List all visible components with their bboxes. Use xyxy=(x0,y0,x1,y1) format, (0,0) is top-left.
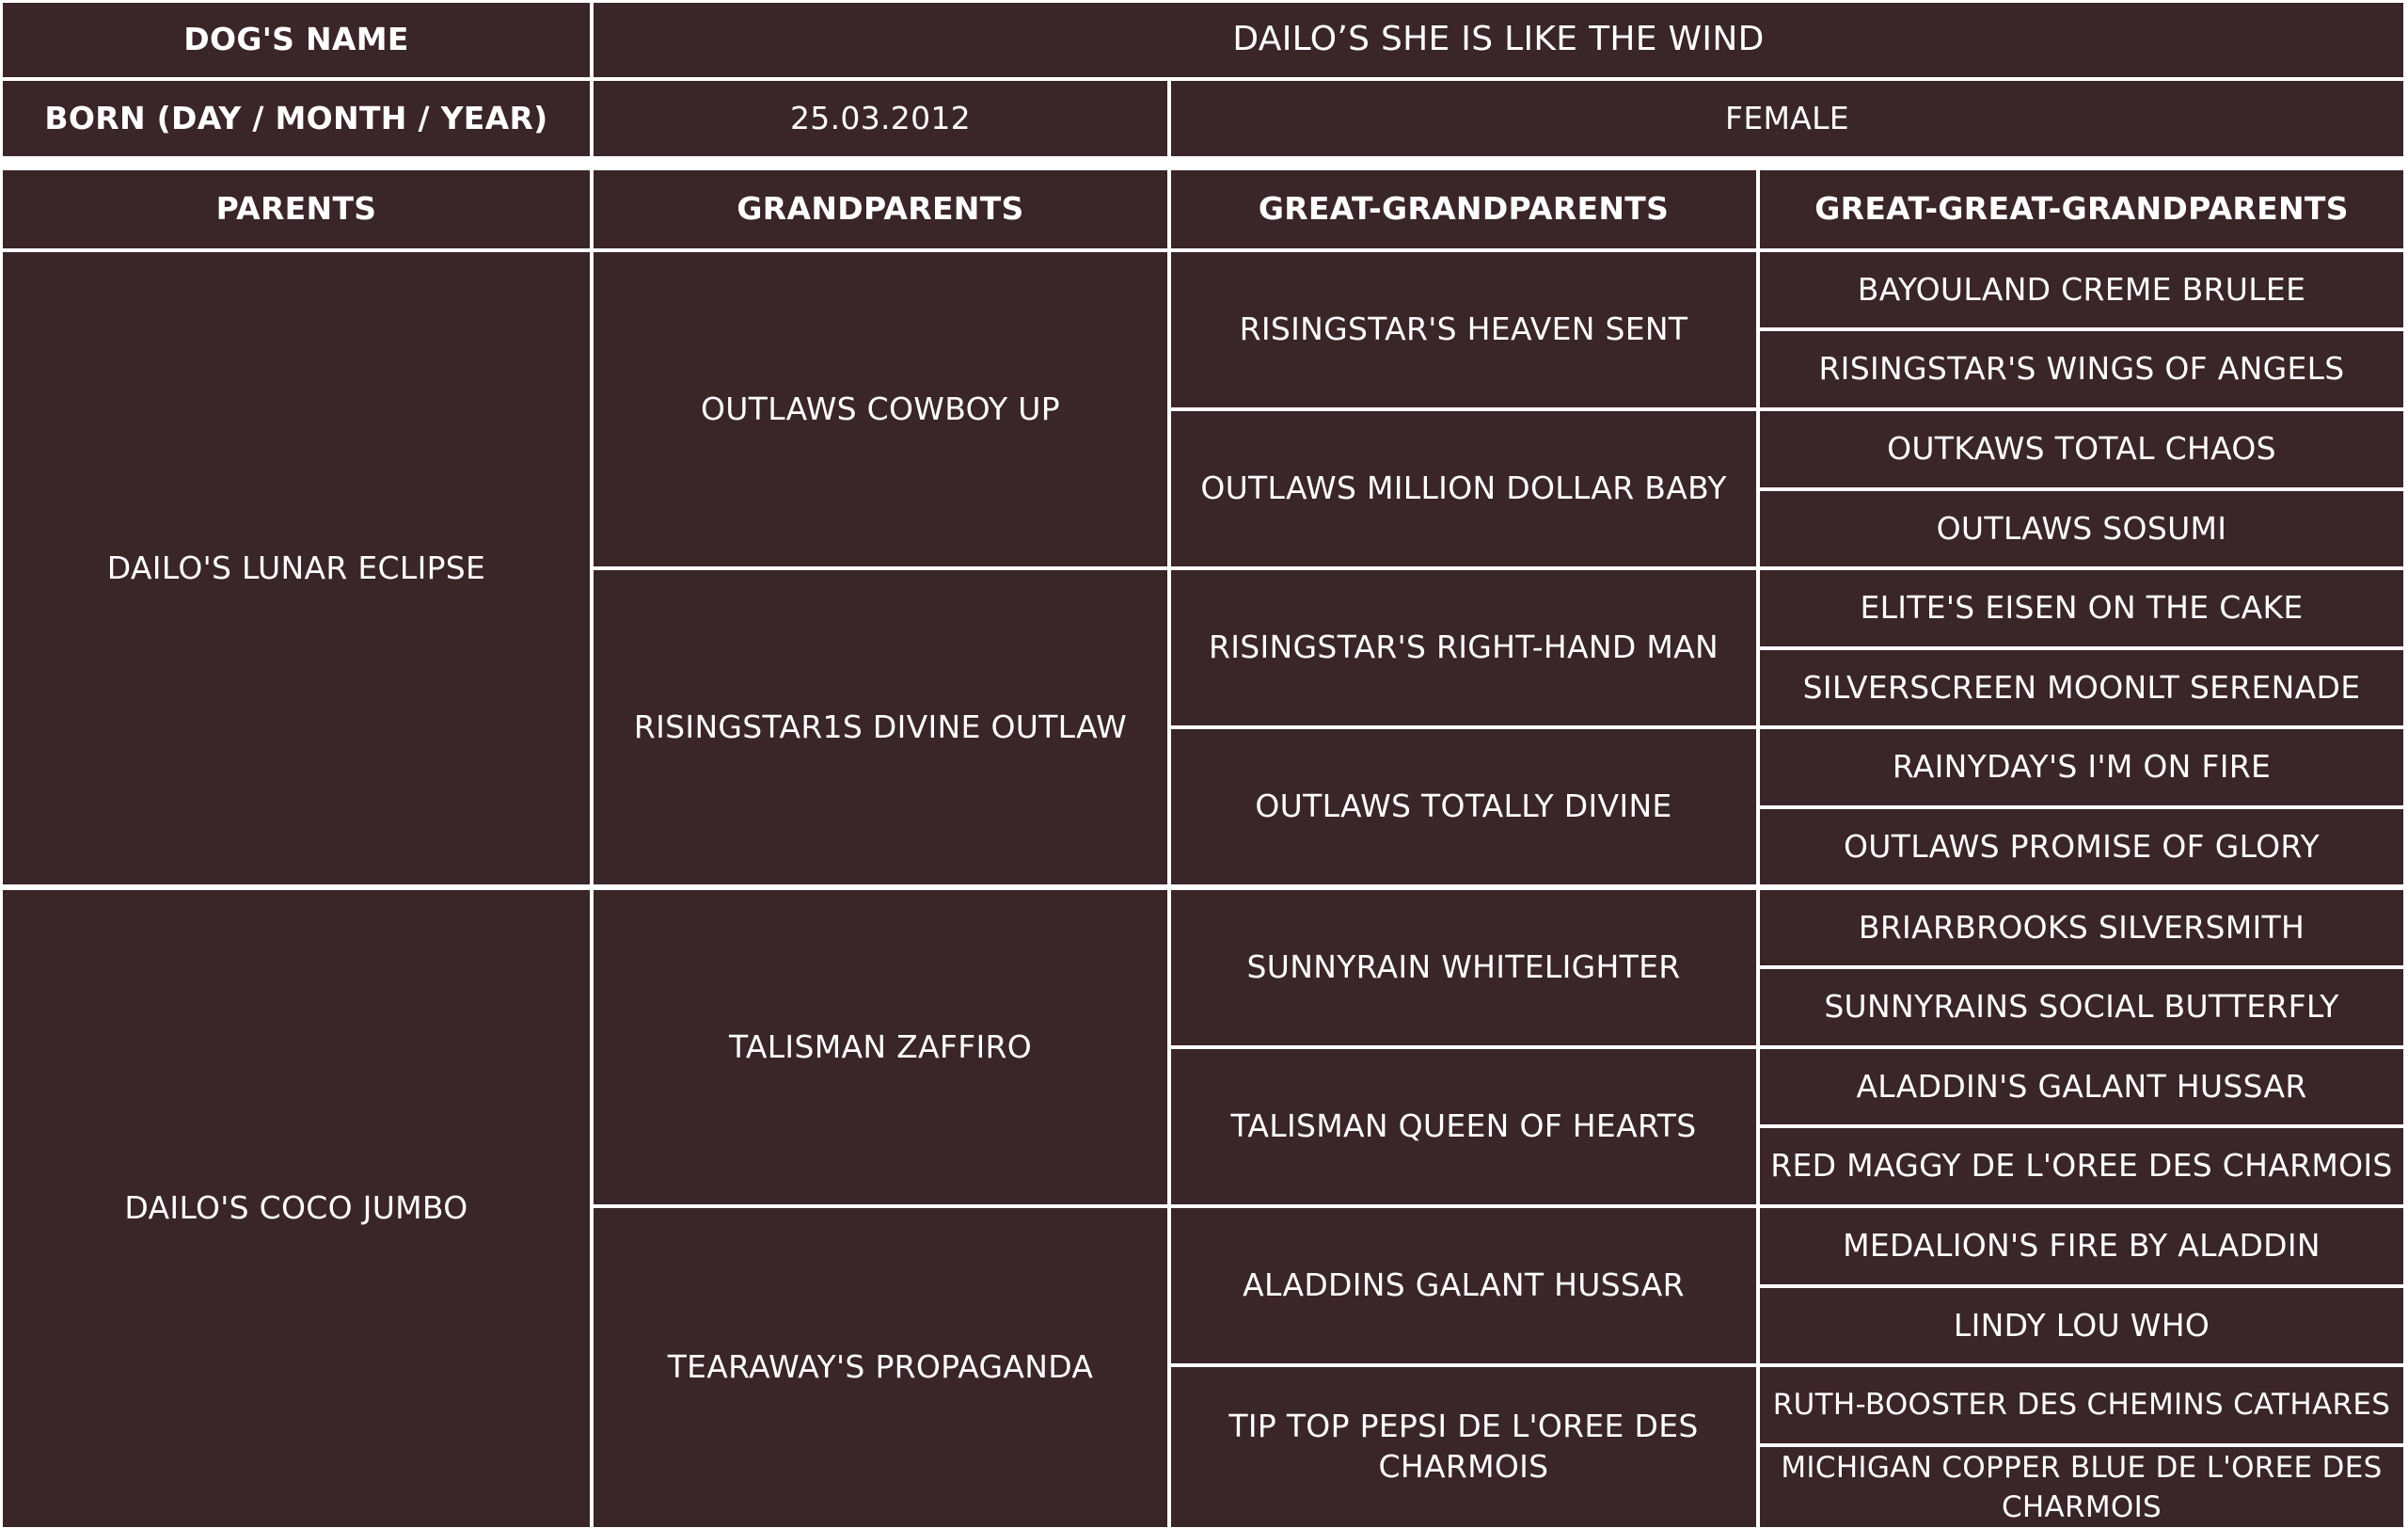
column-header-great-grandparents: GREAT-GRANDPARENTS xyxy=(1171,170,1756,248)
great-great-grandparent: RUTH-BOOSTER DES CHEMINS CATHARES xyxy=(1760,1367,2403,1443)
great-great-grandparent: MICHIGAN COPPER BLUE DE L'OREE DES CHARMOIS xyxy=(1760,1447,2403,1527)
great-great-grandparent: ELITE'S EISEN ON THE CAKE xyxy=(1760,570,2403,646)
dog-name-label: DOG'S NAME xyxy=(3,3,590,77)
great-grandparent: OUTLAWS TOTALLY DIVINE xyxy=(1171,729,1756,884)
great-great-grandparent: LINDY LOU WHO xyxy=(1760,1288,2403,1363)
great-great-grandparent: OUTLAWS PROMISE OF GLORY xyxy=(1760,809,2403,884)
great-great-grandparent: OUTLAWS SOSUMI xyxy=(1760,491,2403,566)
grandparent: RISINGSTAR1S DIVINE OUTLAW xyxy=(594,570,1167,884)
great-great-grandparent: BAYOULAND CREME BRULEE xyxy=(1760,252,2403,327)
column-header-great-great-grandparents: GREAT-GREAT-GRANDPARENTS xyxy=(1760,170,2403,248)
great-great-grandparent: SUNNYRAINS SOCIAL BUTTERFLY xyxy=(1760,969,2403,1045)
born-label: BORN (DAY / MONTH / YEAR) xyxy=(3,81,590,156)
great-grandparent: TIP TOP PEPSI DE L'OREE DES CHARMOIS xyxy=(1171,1367,1756,1527)
parent-sire: DAILO'S LUNAR ECLIPSE xyxy=(3,252,590,884)
great-great-grandparent: RISINGSTAR'S WINGS OF ANGELS xyxy=(1760,331,2403,407)
great-grandparent: RISINGSTAR'S RIGHT-HAND MAN xyxy=(1171,570,1756,725)
parent-dam: DAILO'S COCO JUMBO xyxy=(3,890,590,1527)
great-great-grandparent: RAINYDAY'S I'M ON FIRE xyxy=(1760,729,2403,805)
column-header-grandparents: GRANDPARENTS xyxy=(594,170,1167,248)
sex-value: FEMALE xyxy=(1171,81,2403,156)
great-great-grandparent: BRIARBROOKS SILVERSMITH xyxy=(1760,890,2403,965)
column-header-parents: PARENTS xyxy=(3,170,590,248)
great-great-grandparent: MEDALION'S FIRE BY ALADDIN xyxy=(1760,1208,2403,1284)
grandparent: TEARAWAY'S PROPAGANDA xyxy=(594,1208,1167,1527)
born-date-value: 25.03.2012 xyxy=(594,81,1167,156)
great-great-grandparent: ALADDIN'S GALANT HUSSAR xyxy=(1760,1049,2403,1124)
great-great-grandparent: SILVERSCREEN MOONLT SERENADE xyxy=(1760,650,2403,725)
great-great-grandparent: RED MAGGY DE L'OREE DES CHARMOIS xyxy=(1760,1128,2403,1204)
great-grandparent: TALISMAN QUEEN OF HEARTS xyxy=(1171,1049,1756,1204)
dog-name-value: DAILO’S SHE IS LIKE THE WIND xyxy=(594,3,2403,77)
grandparent: OUTLAWS COWBOY UP xyxy=(594,252,1167,566)
great-grandparent: ALADDINS GALANT HUSSAR xyxy=(1171,1208,1756,1363)
grandparent: TALISMAN ZAFFIRO xyxy=(594,890,1167,1204)
great-grandparent: SUNNYRAIN WHITELIGHTER xyxy=(1171,890,1756,1045)
great-grandparent: OUTLAWS MILLION DOLLAR BABY xyxy=(1171,411,1756,566)
great-great-grandparent: OUTKAWS TOTAL CHAOS xyxy=(1760,411,2403,487)
great-grandparent: RISINGSTAR'S HEAVEN SENT xyxy=(1171,252,1756,407)
